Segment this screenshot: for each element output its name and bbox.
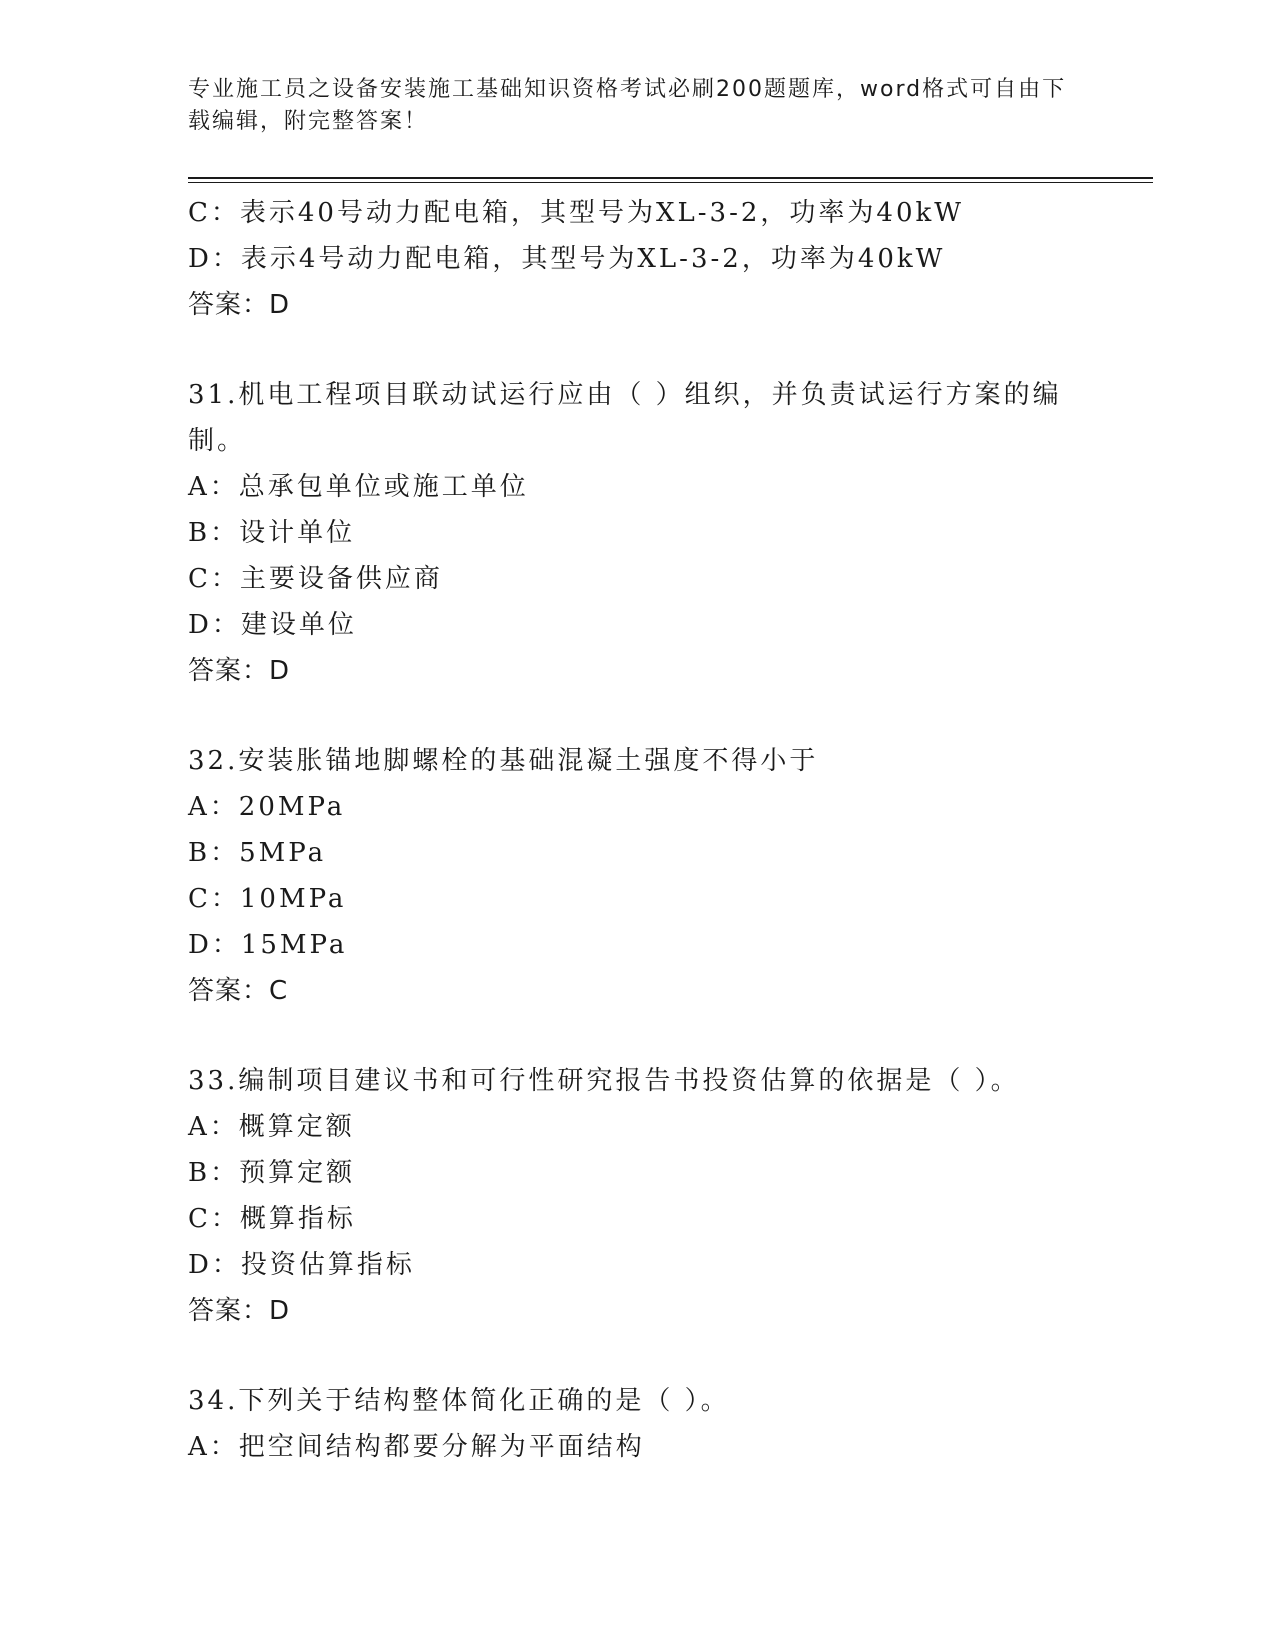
answer: 答案：D — [188, 656, 291, 686]
document-header: 专业施工员之设备安装施工基础知识资格考试必刷200题题库，word格式可自由下载编辑，附完整答案！ — [188, 77, 1067, 134]
option-a: A：把空间结构都要分解为平面结构 — [188, 1432, 645, 1462]
option-c: C：主要设备供应商 — [188, 564, 443, 594]
answer: 答案：D — [188, 290, 291, 320]
question-stem: 32.安装胀锚地脚螺栓的基础混凝土强度不得小于 — [188, 746, 819, 776]
question-31 — [188, 372, 1088, 694]
option-b: B：设计单位 — [188, 518, 356, 548]
header-divider-thin — [188, 182, 1153, 183]
option-a: A：概算定额 — [188, 1112, 355, 1142]
option-d: D：建设单位 — [188, 610, 357, 640]
answer: 答案：C — [188, 976, 289, 1006]
option-b: B：预算定额 — [188, 1158, 356, 1188]
question-32 — [188, 738, 1088, 1014]
header-divider-thick — [188, 177, 1153, 179]
option-c: C：10MPa — [188, 884, 347, 914]
option-c: C：概算指标 — [188, 1204, 356, 1234]
question-stem: 31.机电工程项目联动试运行应由（ ）组织，并负责试运行方案的编制。 — [188, 380, 1062, 456]
option-d: D：投资估算指标 — [188, 1250, 415, 1280]
option-c: C：表示40号动力配电箱，其型号为XL-3-2，功率为40kW — [188, 198, 964, 228]
option-b: B：5MPa — [188, 838, 327, 868]
option-d: D：表示4号动力配电箱，其型号为XL-3-2，功率为40kW — [188, 244, 946, 274]
question-list — [188, 190, 1088, 1470]
question-33 — [188, 1058, 1088, 1334]
question-34 — [188, 1378, 1088, 1470]
option-d: D：15MPa — [188, 930, 348, 960]
question-30-tail — [188, 190, 1088, 328]
question-stem: 33.编制项目建议书和可行性研究报告书投资估算的依据是（ ）。 — [188, 1066, 1020, 1096]
answer: 答案：D — [188, 1296, 291, 1326]
question-stem: 34.下列关于结构整体简化正确的是（ ）。 — [188, 1386, 730, 1416]
option-a: A：总承包单位或施工单位 — [188, 472, 529, 502]
option-a: A：20MPa — [188, 792, 346, 822]
